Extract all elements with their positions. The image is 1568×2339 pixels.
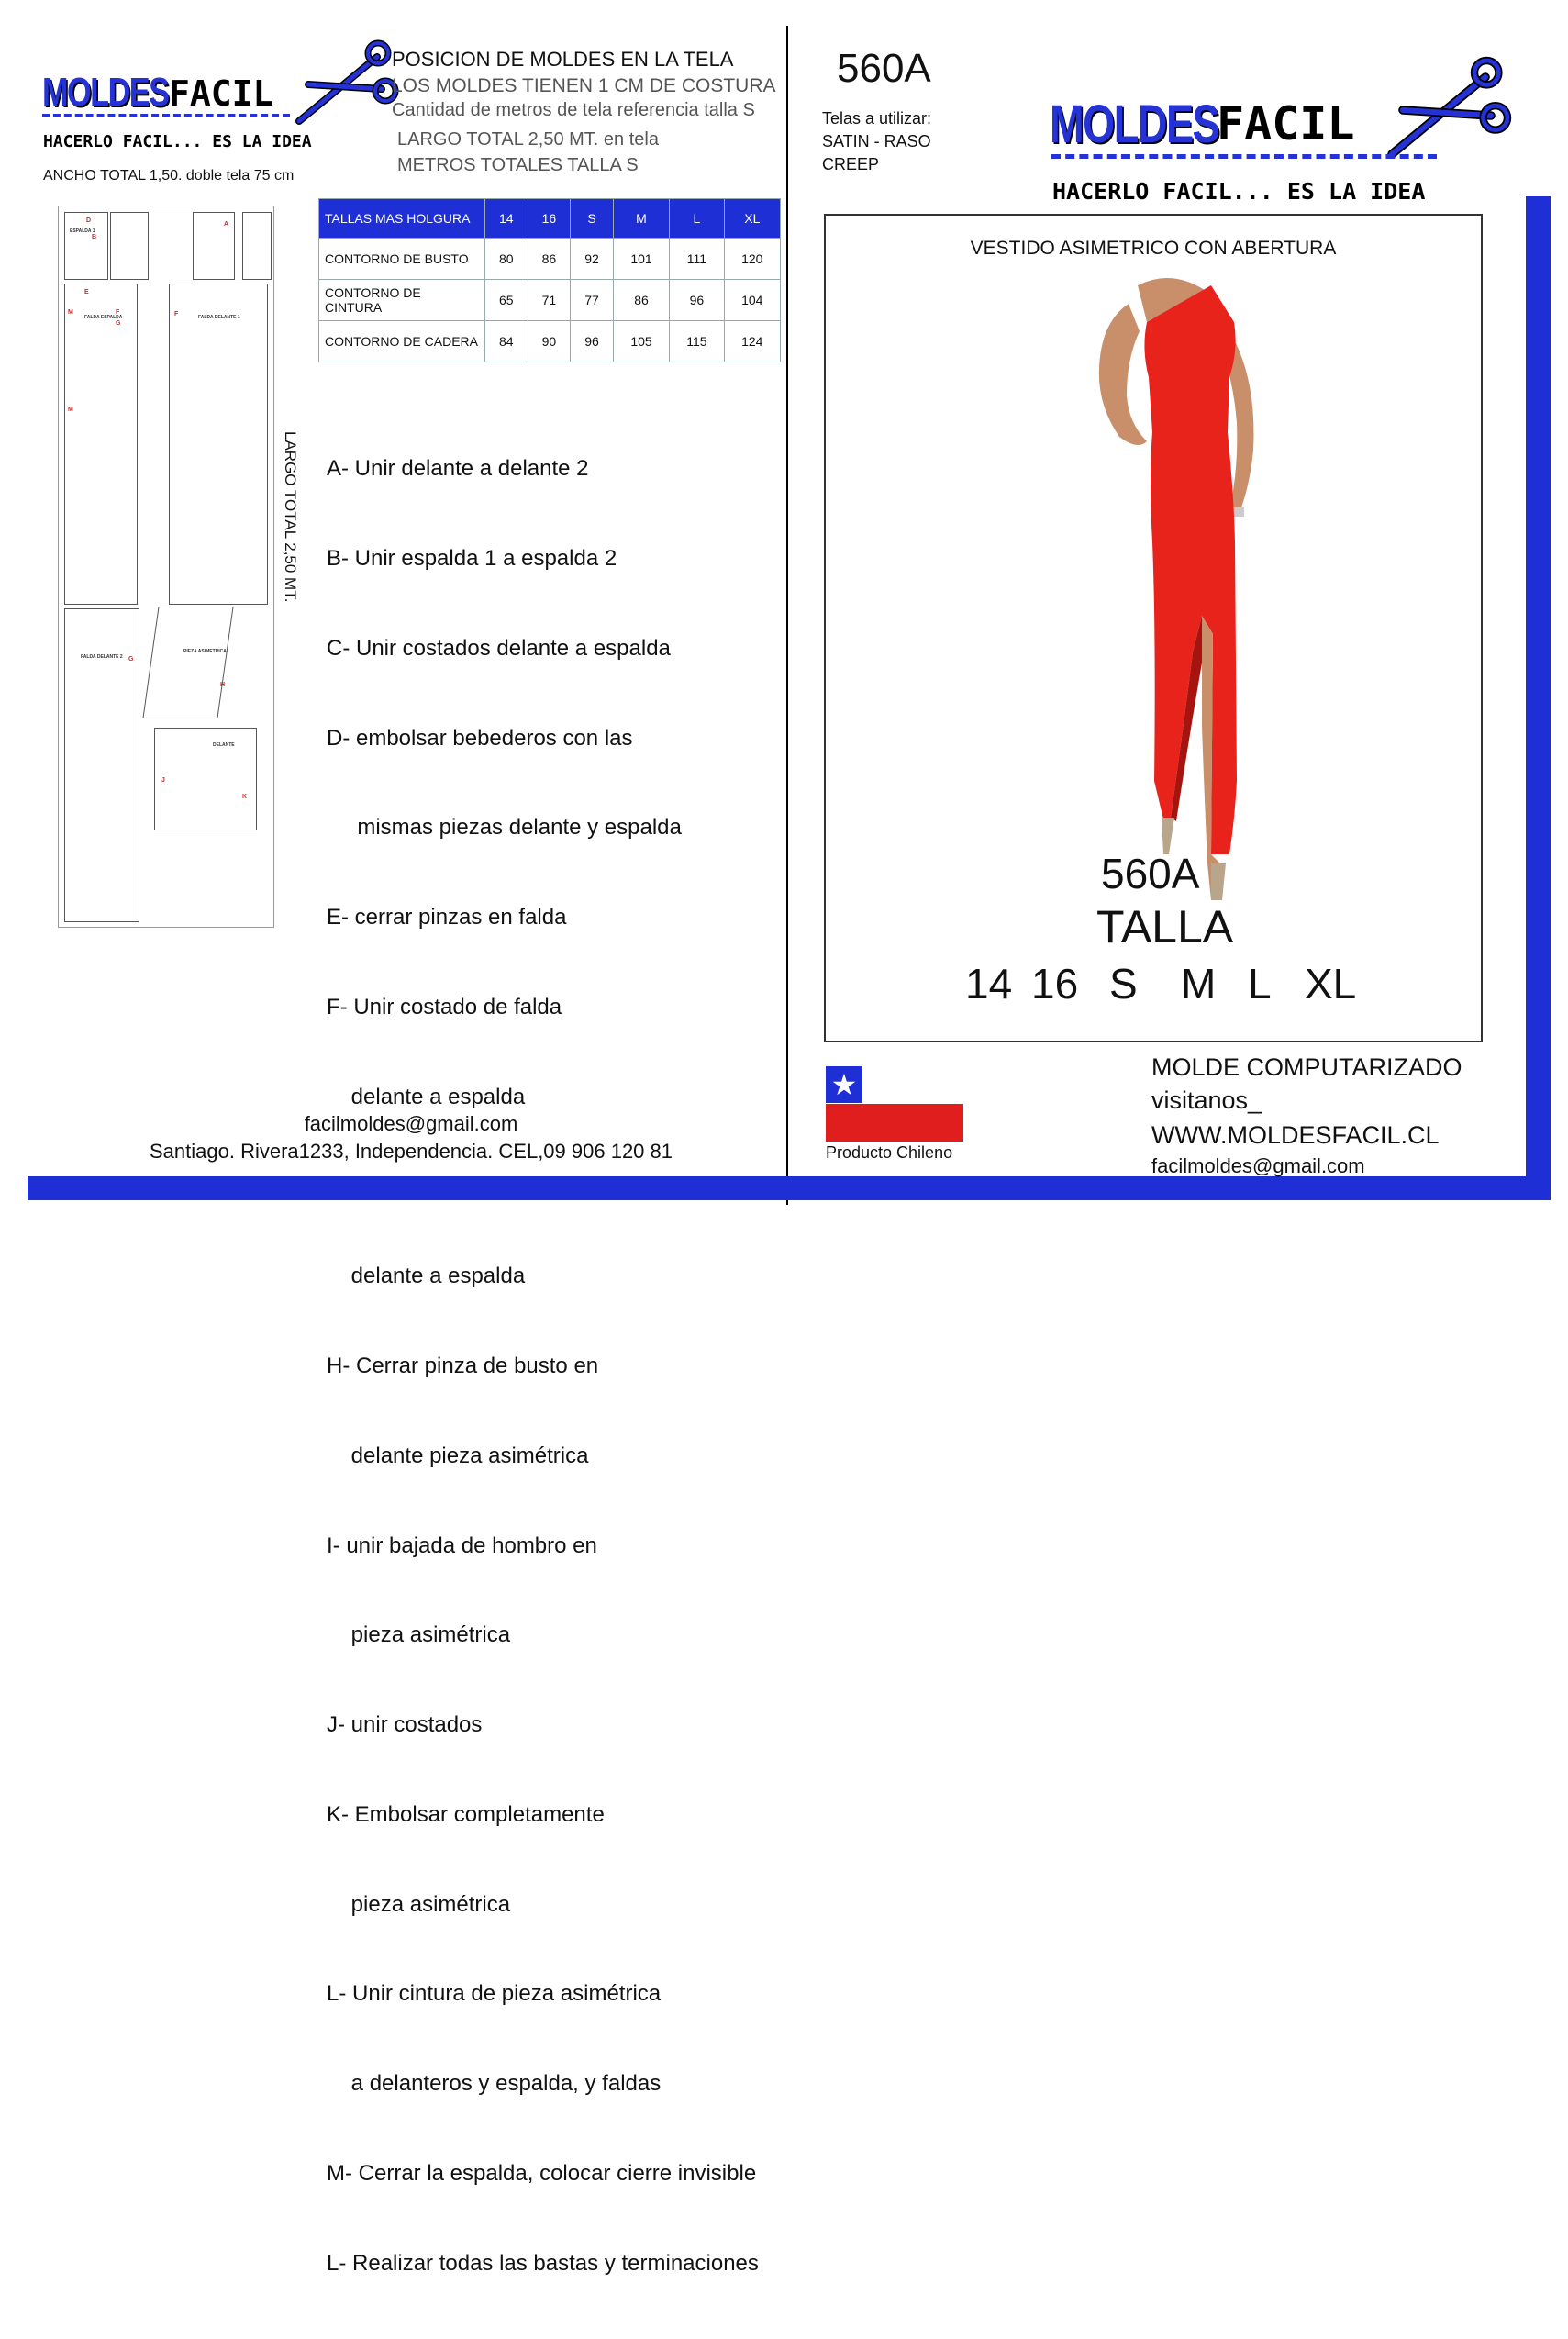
mark-e1: E: [84, 289, 89, 295]
flag-white-band: [862, 1066, 963, 1103]
instruction-line: H- Cerrar pinza de busto en: [327, 1353, 599, 1378]
size-table-cell: CONTORNO DE CINTURA: [319, 280, 485, 321]
size-table-row: [319, 280, 781, 321]
metros-totales-note: METROS TOTALES TALLA S: [397, 155, 639, 175]
pattern-label-5: PIEZA ASIMETRICA: [183, 649, 227, 654]
pattern-pieza-asimetrica-2: [154, 728, 257, 830]
size-table-cell: 80: [485, 239, 528, 280]
logo-right-tagline: HACERLO FACIL... ES LA IDEA: [1052, 178, 1426, 205]
instruction-line: F- Unir costado de falda: [327, 994, 562, 1019]
instruction-line: delante a espalda: [327, 1264, 526, 1289]
mark-j: J: [161, 777, 165, 784]
flag-star-icon: ★: [830, 1068, 858, 1101]
instruction-line: I- unir bajada de hombro en: [327, 1532, 597, 1558]
product-code: 560A: [1101, 850, 1200, 897]
size-s: S: [1109, 960, 1138, 1008]
red-dress-illustration: [1073, 267, 1284, 928]
mark-g1: G: [116, 320, 121, 327]
size-16: 16: [1031, 960, 1079, 1008]
size-table-header-16: 16: [528, 199, 571, 239]
mark-d1: D: [86, 217, 92, 224]
size-table-cell: 124: [724, 321, 780, 362]
flag-red-band: [826, 1104, 963, 1142]
info-email-link[interactable]: facilmoldes@gmail.com: [1151, 1154, 1365, 1177]
instruction-line: B- Unir espalda 1 a espalda 2: [327, 545, 617, 571]
ancho-total-text: ANCHO TOTAL 1,50. doble tela 75 cm: [43, 168, 295, 184]
instruction-line: J- unir costados: [327, 1712, 483, 1738]
instruction-line: C- Unir costados delante a espalda: [327, 635, 671, 661]
logo-facil-text: FACIL: [169, 73, 274, 114]
info-visitanos: visitanos_: [1151, 1086, 1262, 1114]
instruction-line: pieza asimétrica: [327, 1891, 511, 1917]
pattern-layout-diagram: [58, 206, 274, 928]
size-table-cell: 101: [613, 239, 669, 280]
size-xl: XL: [1305, 960, 1357, 1008]
size-table-cell: 71: [528, 280, 571, 321]
size-table-cell: 86: [613, 280, 669, 321]
mark-a: A: [224, 221, 229, 228]
size-table: [318, 198, 781, 362]
size-table-cell: 120: [724, 239, 780, 280]
instruction-line: a delanteros y espalda, y faldas: [327, 2071, 662, 2097]
pattern-label-4: FALDA DELANTE 2: [81, 654, 123, 660]
size-table-row: [319, 239, 781, 280]
logo-facil-text: FACIL: [1217, 97, 1355, 150]
pattern-label-6: DELANTE: [213, 742, 235, 748]
size-table-header-label: TALLAS MAS HOLGURA: [319, 199, 485, 239]
size-table-cell: 104: [724, 280, 780, 321]
size-table-header-m: M: [613, 199, 669, 239]
instruction-line: delante a espalda: [327, 1084, 526, 1109]
pattern-delante-1: [242, 212, 272, 280]
instruction-line: M- Cerrar la espalda, colocar cierre invisible: [327, 2161, 757, 2187]
pattern-falda-espalda: [64, 284, 138, 605]
size-table-header-row: [319, 199, 781, 239]
logo-moldes-text: MOLDES: [1050, 95, 1219, 154]
instruction-line: E- cerrar pinzas en falda: [327, 905, 567, 930]
largo-total-vertical-text: LARGO TOTAL 2,50 MT.: [282, 431, 299, 603]
size-14: 14: [965, 960, 1013, 1008]
pattern-falda-delante-1: [169, 284, 268, 605]
size-table-cell: CONTORNO DE CADERA: [319, 321, 485, 362]
telas-line2: CREEP: [822, 155, 880, 173]
size-table-header-xl: XL: [724, 199, 780, 239]
logo-left: [42, 66, 400, 121]
size-table-header-s: S: [571, 199, 614, 239]
talla-label: TALLA: [1096, 901, 1234, 952]
info-website-link[interactable]: WWW.MOLDESFACIL.CL: [1151, 1121, 1440, 1149]
size-table-cell: 92: [571, 239, 614, 280]
size-table-cell: 86: [528, 239, 571, 280]
size-table-cell: 96: [670, 280, 724, 321]
pattern-label-3: FALDA DELANTE 1: [198, 315, 240, 320]
pattern-label-1: ESPALDA 1: [70, 228, 95, 234]
mark-b: B: [92, 234, 97, 240]
size-l: L: [1248, 960, 1272, 1008]
assembly-instructions: [327, 395, 759, 2339]
pattern-pieza-asimetrica: [142, 607, 233, 718]
scissors-icon: [1378, 55, 1516, 165]
flag-caption: Producto Chileno: [826, 1143, 953, 1162]
mark-f2: F: [174, 311, 179, 317]
instruction-line: pieza asimétrica: [327, 1622, 511, 1648]
logo-right-underline: [1051, 154, 1437, 159]
product-box: [824, 214, 1483, 1042]
size-m: M: [1181, 960, 1217, 1008]
size-table-cell: CONTORNO DE BUSTO: [319, 239, 485, 280]
cantidad-note: Cantidad de metros de tela referencia talla S: [392, 100, 755, 120]
telas-line1: SATIN - RASO: [822, 132, 931, 150]
logo-left-underline: [42, 114, 290, 117]
largo-total-note: LARGO TOTAL 2,50 MT. en tela: [397, 129, 659, 150]
size-table-cell: 105: [613, 321, 669, 362]
info-molde: MOLDE COMPUTARIZADO: [1151, 1053, 1462, 1081]
pattern-label-2: FALDA ESPALDA: [84, 315, 123, 320]
size-table-cell: 90: [528, 321, 571, 362]
logo-right: [1050, 92, 1527, 156]
logo-moldes-text: MOLDES: [42, 70, 169, 115]
telas-label: Telas a utilizar:: [822, 109, 932, 128]
size-table-cell: 84: [485, 321, 528, 362]
page-divider: [786, 26, 788, 1205]
posicion-title: POSICION DE MOLDES EN LA TELA: [392, 48, 734, 71]
mark-h: H: [220, 682, 226, 688]
mark-m2: M: [68, 407, 73, 413]
size-table-cell: 111: [670, 239, 724, 280]
size-table-header-l: L: [670, 199, 724, 239]
mark-f1: F: [116, 309, 120, 316]
pattern-code-top: 560A: [837, 46, 931, 91]
instruction-line: A- Unir delante a delante 2: [327, 456, 589, 482]
instruction-line: D- embolsar bebederos con las: [327, 725, 633, 751]
chile-flag-icon: [826, 1066, 963, 1142]
pattern-delante-2: [193, 212, 235, 280]
instruction-line: mismas piezas delante y espalda: [327, 815, 682, 841]
instruction-line: K- Embolsar completamente: [327, 1801, 605, 1827]
product-title: VESTIDO ASIMETRICO CON ABERTURA: [970, 238, 1337, 259]
size-table-cell: 65: [485, 280, 528, 321]
instruction-line: L- Realizar todas las bastas y terminaciones: [327, 2250, 759, 2276]
size-table-cell: 96: [571, 321, 614, 362]
mark-m1: M: [68, 309, 73, 316]
bottom-blue-bar: [28, 1176, 1551, 1200]
pattern-espalda-2: [110, 212, 149, 280]
costura-note: LOS MOLDES TIENEN 1 CM DE COSTURA: [392, 75, 776, 96]
instruction-line: L- Unir cintura de pieza asimétrica: [327, 1981, 662, 2007]
footer-email: facilmoldes@gmail.com: [304, 1112, 518, 1135]
size-table-row: [319, 321, 781, 362]
logo-left-tagline: HACERLO FACIL... ES LA IDEA: [43, 132, 312, 151]
mark-g2: G: [128, 656, 134, 663]
right-blue-bar: [1526, 196, 1551, 1200]
size-table-cell: 77: [571, 280, 614, 321]
instruction-line: delante pieza asimétrica: [327, 1442, 589, 1468]
mark-k: K: [242, 794, 248, 800]
scissors-icon: [290, 39, 400, 130]
footer-address: Santiago. Rivera1233, Independencia. CEL,09 906 120 81: [150, 1140, 673, 1163]
size-table-header-14: 14: [485, 199, 528, 239]
size-table-cell: 115: [670, 321, 724, 362]
